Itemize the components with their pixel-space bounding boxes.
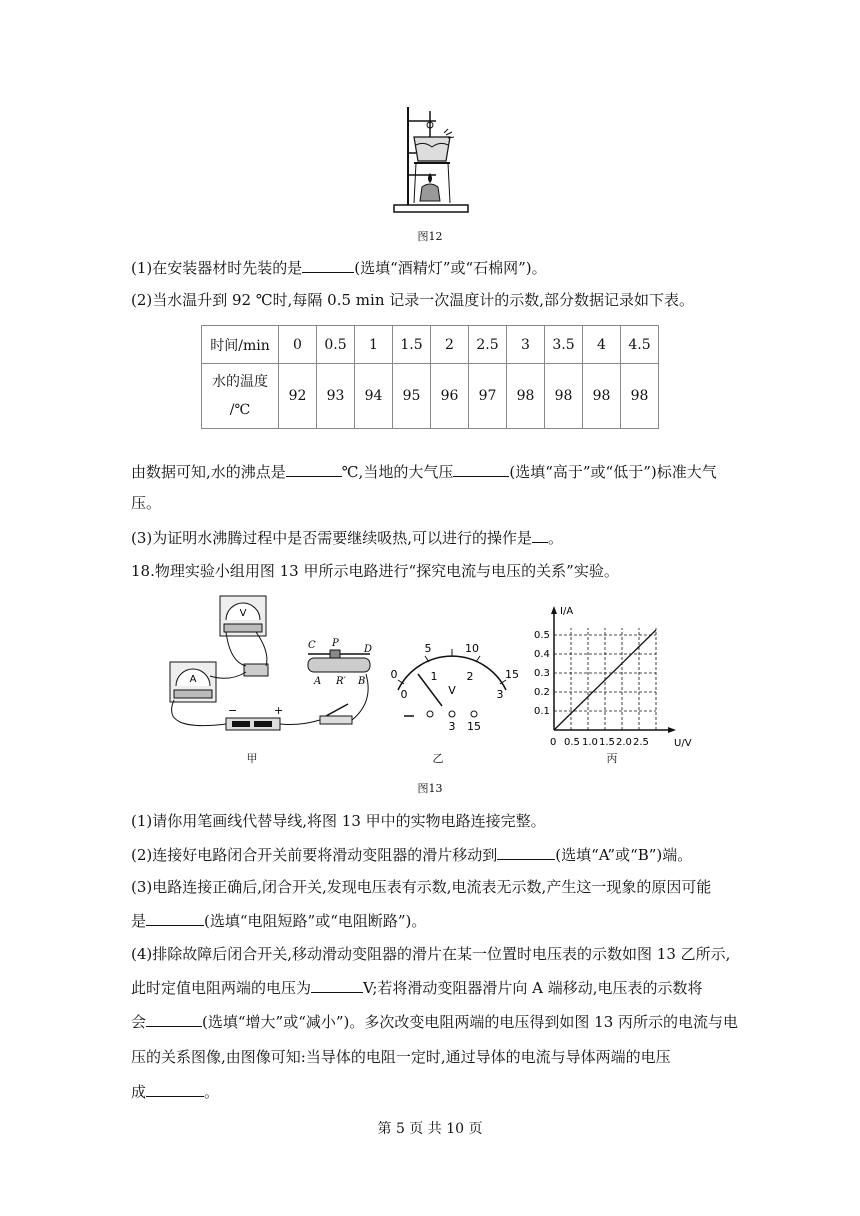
graph-xtick: 2.5 <box>633 737 649 748</box>
figure-13-yi-label: 乙 <box>432 752 444 765</box>
battery-minus-label: − <box>228 704 238 717</box>
dial-tick: 10 <box>465 642 479 655</box>
graph-ytick: 0.3 <box>534 668 550 679</box>
figure-13-bing-label: 丙 <box>606 752 618 765</box>
q18-intro: 18.物理实验小组用图 13 甲所示电路进行“探究电流与电压的关系”实验。 <box>131 562 619 580</box>
answer-blank[interactable] <box>146 909 204 926</box>
dial-inner-tick: 3 <box>496 688 504 701</box>
ammeter-label: A <box>189 674 197 685</box>
graph-xtick: 0.5 <box>564 737 580 748</box>
row-header-time: 时间/min <box>202 326 279 364</box>
graph-ytick: 0.2 <box>534 687 550 698</box>
q17-part3 <box>131 526 563 549</box>
q18-part4-line4: 压的关系图像,由图像可知:当导体的电阻一定时,通过导体的电流与导体两端的电压 <box>131 1048 671 1066</box>
text: V;若将滑动变阻器滑片向 A 端移动,电压表的示数将 <box>363 979 703 997</box>
answer-blank[interactable] <box>302 256 354 273</box>
time-cell: 3.5 <box>545 326 583 364</box>
text: (选填“增大”或“减小”)。多次改变电阻两端的电压得到如图 13 丙所示的电流与电 <box>202 1013 739 1031</box>
q18-part3-line2 <box>131 909 426 932</box>
temp-cell: 97 <box>469 364 507 429</box>
dial-unit: V <box>448 684 456 697</box>
figure-13-jia-circuit <box>160 592 390 752</box>
text: (2)连接好电路闭合开关前要将滑动变阻器的滑片移动到 <box>131 846 498 864</box>
rheostat-label: R′ <box>336 676 346 687</box>
row-header-temperature <box>202 364 279 429</box>
graph-xtick: 1.5 <box>599 737 615 748</box>
text: 。 <box>548 529 564 547</box>
graph-xtick: 0 <box>550 737 557 748</box>
rheostat-slider-p: P <box>332 638 339 649</box>
figure-12-caption: 图12 <box>417 230 443 243</box>
temp-cell: 98 <box>507 364 545 429</box>
text: 是 <box>131 912 147 930</box>
time-cell: 4.5 <box>621 326 659 364</box>
q18-part4-line2 <box>131 976 703 999</box>
graph-ylabel: I/A <box>560 606 574 617</box>
q18-part4-line1: (4)排除故障后闭合开关,移动滑动变阻器的滑片在某一位置时电压表的示数如图 13 乙所示, <box>131 945 731 963</box>
header-line: 水的温度 <box>212 374 268 390</box>
graph-ytick: 0.4 <box>534 649 550 660</box>
dial-inner-tick: 2 <box>466 670 474 683</box>
q18-part4-line5 <box>131 1080 219 1103</box>
temp-cell: 95 <box>393 364 431 429</box>
q18-part3-line1: (3)电路连接正确后,闭合开关,发现电压表有示数,电流表无示数,产生这一现象的原因可能 <box>131 878 712 896</box>
temp-cell: 92 <box>279 364 317 429</box>
dial-inner-tick: 0 <box>400 688 408 701</box>
time-cell: 1 <box>355 326 393 364</box>
time-cell: 0.5 <box>317 326 355 364</box>
figure-13-caption: 图13 <box>417 782 443 795</box>
text: ℃,当地的大气压 <box>341 463 454 481</box>
temp-cell: 96 <box>431 364 469 429</box>
dial-tick: 15 <box>505 668 519 681</box>
answer-blank[interactable] <box>146 1010 202 1027</box>
dial-inner-tick: 1 <box>430 670 438 683</box>
rheostat-terminal-a: A <box>314 676 322 687</box>
terminal-label: 3 <box>448 720 456 733</box>
voltmeter-label: V <box>239 608 247 619</box>
time-cell: 0 <box>279 326 317 364</box>
temp-cell: 98 <box>583 364 621 429</box>
q17-part1-options: (选填“酒精灯”或“石棉网”)。 <box>354 259 547 277</box>
graph-xtick: 1.0 <box>582 737 598 748</box>
text: 。 <box>204 1083 220 1101</box>
time-cell: 2.5 <box>469 326 507 364</box>
table-row-temperature <box>202 364 659 429</box>
answer-blank[interactable] <box>453 460 509 477</box>
graph-xlabel: U/V <box>674 738 692 749</box>
q17-part1 <box>131 256 547 279</box>
q17-part2: (2)当水温升到 92 ℃时,每隔 0.5 min 记录一次温度计的示数,部分数据记录如下表。 <box>131 291 695 309</box>
battery-plus-label: + <box>274 704 284 717</box>
figure-12-boiling-apparatus <box>392 103 472 215</box>
page-footer: 第 5 页 共 10 页 <box>377 1121 483 1137</box>
time-cell: 3 <box>507 326 545 364</box>
graph-xtick: 2.0 <box>616 737 632 748</box>
q17-boiling-point-line <box>131 460 717 483</box>
answer-blank[interactable] <box>311 976 363 993</box>
answer-blank[interactable] <box>532 526 548 543</box>
temp-cell: 94 <box>355 364 393 429</box>
q18-part2 <box>131 843 692 866</box>
q18-part4-line3 <box>131 1010 738 1033</box>
time-cell: 1.5 <box>393 326 431 364</box>
figure-13-jia-label: 甲 <box>246 752 258 765</box>
time-cell: 4 <box>583 326 621 364</box>
text: (选填“A”或“B”)端。 <box>555 846 693 864</box>
q18-part1: (1)请你用笔画线代替导线,将图 13 甲中的实物电路连接完整。 <box>131 812 546 830</box>
text: (选填“电阻短路”或“电阻断路”)。 <box>204 912 427 930</box>
figure-13-bing-graph <box>534 604 700 754</box>
q17-boiling-point-line-2: 压。 <box>131 494 162 512</box>
graph-ytick: 0.1 <box>534 706 550 717</box>
graph-ytick: 0.5 <box>534 630 550 641</box>
rheostat-terminal-c: C <box>308 640 316 651</box>
temp-cell: 98 <box>545 364 583 429</box>
rheostat-terminal-d: D <box>364 644 373 655</box>
header-unit: /℃ <box>229 402 251 418</box>
text: (选填“高于”或“低于”)标准大气 <box>509 463 717 481</box>
table-row-time <box>202 326 659 364</box>
answer-blank[interactable] <box>497 843 555 860</box>
text: 成 <box>131 1083 147 1101</box>
temperature-table <box>201 325 659 429</box>
text: 此时定值电阻两端的电压为 <box>131 979 312 997</box>
dial-tick: 5 <box>424 642 432 655</box>
text: (3)为证明水沸腾过程中是否需要继续吸热,可以进行的操作是 <box>131 529 533 547</box>
answer-blank[interactable] <box>146 1080 204 1097</box>
terminal-label: 15 <box>467 720 481 733</box>
figure-13-yi-voltmeter <box>384 636 524 736</box>
text: 由数据可知,水的沸点是 <box>131 463 286 481</box>
text: 会 <box>131 1013 147 1031</box>
temp-cell: 93 <box>317 364 355 429</box>
dial-tick: 0 <box>390 668 398 681</box>
q17-part1-text: (1)在安装器材时先装的是 <box>131 259 303 277</box>
rheostat-terminal-b: B <box>358 676 366 687</box>
answer-blank[interactable] <box>286 460 342 477</box>
temp-cell: 98 <box>621 364 659 429</box>
time-cell: 2 <box>431 326 469 364</box>
